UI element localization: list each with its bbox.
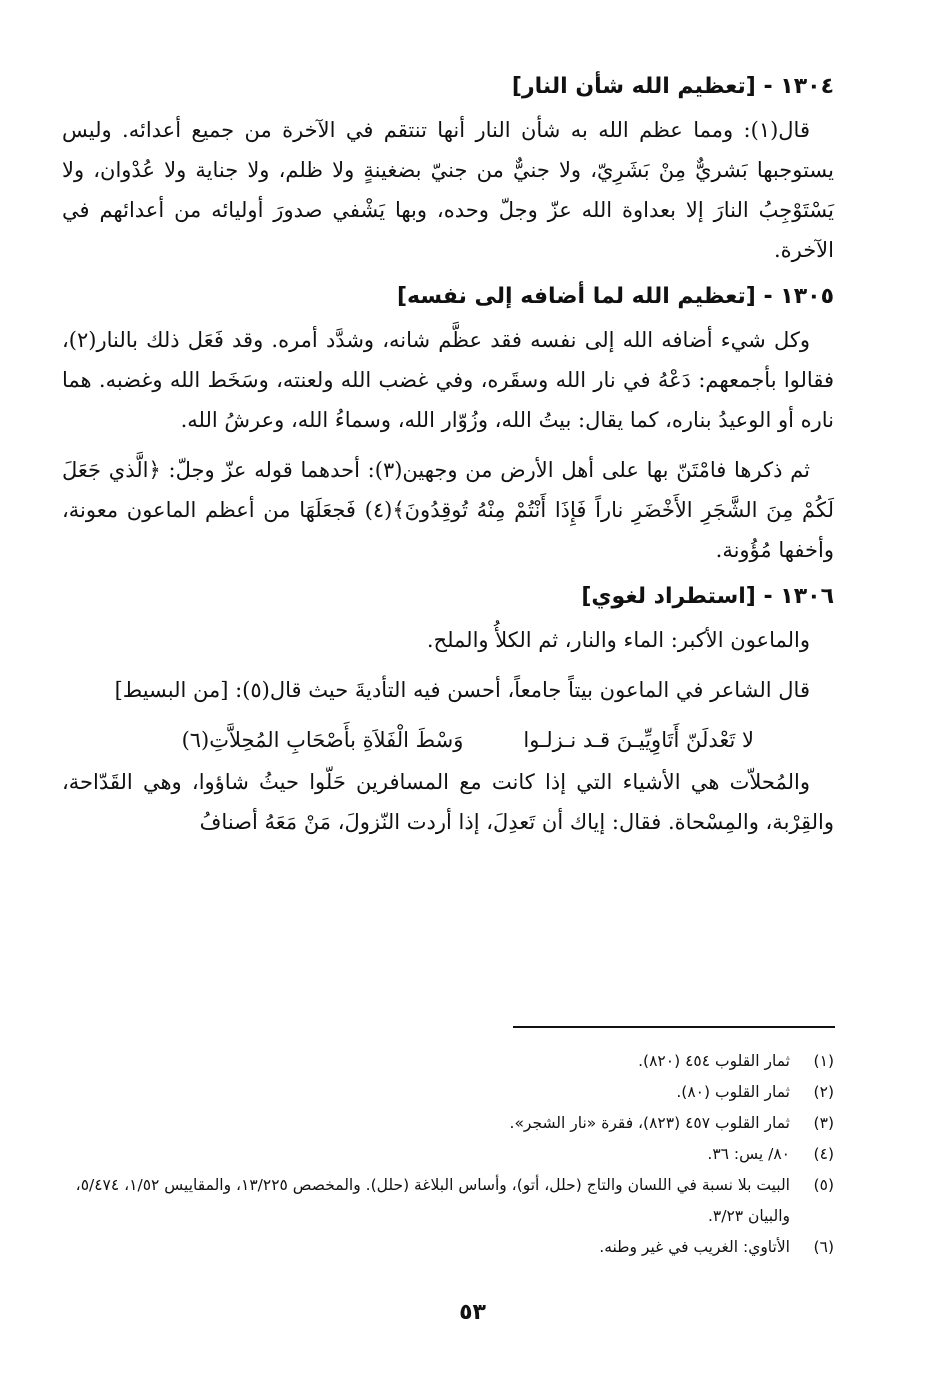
verse-gap xyxy=(463,720,523,760)
footnote-text: الأتاوي: الغريب في غير وطنه. xyxy=(599,1238,790,1256)
section-heading-1305: ١٣٠٥ - [تعظيم الله لما أضافه إلى نفسه] xyxy=(397,284,834,309)
main-text xyxy=(62,70,834,852)
footnote-text: ٨٠/ يس: ٣٦. xyxy=(707,1145,790,1163)
footnote-number: (٢) xyxy=(813,1083,834,1101)
verse-second-hemistich: وَسْطَ الْفَلاَةِ بأَصْحَابِ المُحِلاَّتِ(٦) xyxy=(181,728,464,752)
page-number: ٥٣ xyxy=(459,1300,486,1325)
paragraph: ثم ذكرها فامْتَنّ بها على أهل الأرض من وجهين(٣): أحدهما قوله عزّ وجلّ: ﴿الَّذي جَعَلَ لَكُمْ مِنَ الشَّجَرِ الأَخْضَرِ ناراً فَإِذَا أَنْتُمْ مِنْهُ تُوقِدُونَ﴾(٤) فَجعَلَهَا من أعظم الماعون معونة، وأخفها مُؤُونة. xyxy=(62,458,834,562)
footnote xyxy=(62,1077,834,1108)
footnote-text: ثمار القلوب ٤٥٧ (٨٢٣)، فقرة «نار الشجر». xyxy=(509,1114,790,1132)
footnote xyxy=(62,1232,834,1263)
paragraph: قال(١): ومما عظم الله به شأن النار أنها تنتقم في الآخرة من جميع أعدائه. وليس يستوجبها بَشريٌّ مِنْ بَشَرِيّ، ولا جنيٌّ من جنيّ بضغينةٍ ولا ظلم، ولا جناية ولا عُدْوان، ولا يَسْتَوْجِبُ النارَ إلا بعداوة الله عزّ وجلّ وحده، وبها يَشْفي صدورَ أوليائه من أعدائهم في الآخرة. xyxy=(62,118,834,262)
paragraph: والماعون الأكبر: الماء والنار، ثم الكلأُ والملح. xyxy=(426,628,810,652)
poetry-verse xyxy=(62,720,834,760)
footnote xyxy=(62,1046,834,1077)
footnote-number: (٤) xyxy=(813,1145,834,1163)
footnote-text: البيت بلا نسبة في اللسان والتاج (حلل، أتو)، وأساس البلاغة (حلل). والمخصص ١٣/٢٢٥، والمقاييس ١/٥٢، ٥/٤٧٤، والبيان ٣/٢٣. xyxy=(75,1176,790,1225)
footnote-text: ثمار القلوب (٨٠). xyxy=(676,1083,790,1101)
section-heading-1306: ١٣٠٦ - [استطراد لغوي] xyxy=(581,584,834,609)
footnotes xyxy=(62,1046,834,1263)
verse-first-hemistich: لا تَعْدلَنّ أَتَاوِيِّيـنَ قـد نـزلـوا xyxy=(523,728,754,752)
footnote-number: (٣) xyxy=(813,1114,834,1132)
footnote-number: (٥) xyxy=(813,1176,834,1194)
footnote-number: (١) xyxy=(813,1052,834,1070)
paragraph: قال الشاعر في الماعون بيتاً جامعاً، أحسن فيه التأديةَ حيث قال(٥): [من البسيط] xyxy=(114,678,810,702)
paragraph: وكل شيء أضافه الله إلى نفسه فقد عظَّم شانه، وشدَّد أمره. وقد فَعَل ذلك بالنار(٢)، فقالوا بأجمعهم: دَعْهُ في نار الله وسقَره، وفي غضب الله ولعنته، وسَخَط الله وغضبه. هما ناره أو الوعيدُ بناره، كما يقال: بيتُ الله، وزُوّار الله، وسماءُ الله، وعرشُ الله. xyxy=(62,328,834,432)
paragraph: والمُحلاّت هي الأشياء التي إذا كانت مع المسافرين حَلّوا حيثُ شاؤوا، وهي القَدّاحة، والقِرْبة، والمِسْحاة. فقال: إياك أن تَعدِلَ، إذا أردت النّزولَ، مَنْ مَعَهُ أصنافُ xyxy=(62,770,834,834)
footnote-number: (٦) xyxy=(813,1238,834,1256)
footnote-divider xyxy=(513,1026,835,1028)
footnote xyxy=(62,1139,834,1170)
section-heading-1304: ١٣٠٤ - [تعظيم الله شأن النار] xyxy=(511,74,834,99)
footnote xyxy=(62,1108,834,1139)
footnote xyxy=(62,1170,834,1232)
footnote-text: ثمار القلوب ٤٥٤ (٨٢٠). xyxy=(638,1052,790,1070)
